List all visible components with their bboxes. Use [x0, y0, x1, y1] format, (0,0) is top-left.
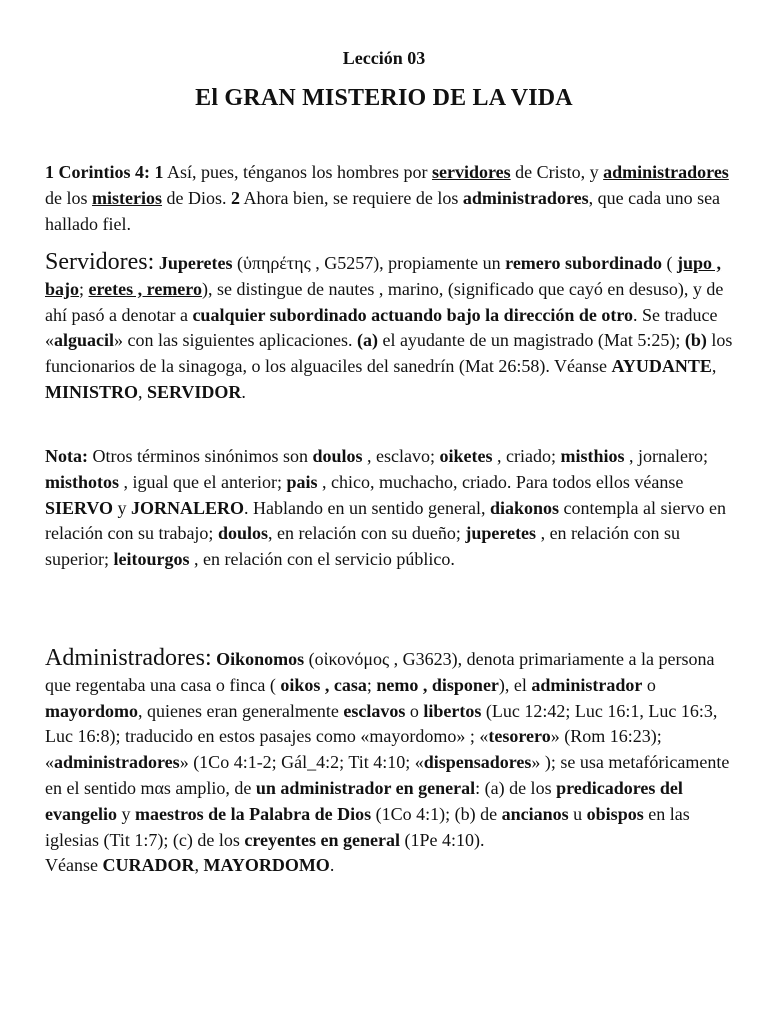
- text-run: , quienes eran generalmente: [138, 700, 344, 721]
- emphasized-term: eretes , remero: [88, 278, 202, 299]
- text-run: Otros términos sinónimos son: [88, 446, 313, 466]
- emphasized-term: libertos: [423, 700, 482, 721]
- text-run: o: [405, 700, 424, 721]
- text-run: » ); se usa metafóricamente en el sentido mαs amplio, de: [45, 752, 730, 798]
- text-run: » (Rom 16:23); «: [45, 726, 662, 773]
- emphasized-term: esclavos: [343, 700, 406, 721]
- emphasized-term: JORNALERO: [131, 497, 245, 518]
- emphasized-term: 1 Corintios 4: 1: [45, 162, 164, 182]
- emphasized-term: Juperetes: [158, 253, 233, 273]
- text-run: .: [241, 381, 246, 402]
- emphasized-term: (b): [684, 330, 707, 351]
- text-run: los funcionarios de la sinagoga, o los alguaciles del sanedrín (Mat 26:58). Véanse: [45, 330, 733, 377]
- text-run: y: [113, 497, 132, 518]
- emphasized-term: CURADOR: [102, 855, 195, 876]
- paragraph-servidores: [45, 250, 735, 406]
- text-run: Ahora bien, se requiere de los: [239, 187, 463, 208]
- emphasized-term: cualquier subordinado actuando bajo la dirección de otro: [192, 304, 633, 325]
- emphasized-term: servidores: [431, 162, 511, 182]
- emphasized-term: misthotos: [45, 471, 120, 492]
- text-run: , en relación con su dueño;: [267, 523, 466, 544]
- emphasized-term: doulos: [312, 446, 363, 466]
- emphasized-term: dispensadores: [423, 752, 532, 773]
- emphasized-term: administradores: [462, 187, 589, 208]
- emphasized-term: obispos: [586, 803, 644, 824]
- text-run: (οἰκονόμος , G3623), denota primariamente a la persona que regentaba una casa o finca (: [45, 649, 715, 695]
- text-run: : (a) de los: [475, 777, 557, 798]
- text-run: ,: [194, 855, 204, 876]
- emphasized-term: oiketes: [439, 446, 493, 466]
- emphasized-term: ancianos: [501, 803, 569, 824]
- emphasized-term: jupo , bajo: [45, 253, 722, 299]
- text-run: , en relación con su superior;: [45, 523, 681, 570]
- text-run: , igual que el anterior;: [119, 471, 287, 492]
- page-title: El GRAN MISTERIO DE LA VIDA: [195, 85, 573, 111]
- section-heading: Servidores:: [45, 249, 155, 275]
- text-run: . Se traduce «: [45, 304, 718, 351]
- text-run: ,: [138, 381, 148, 402]
- emphasized-term: SIERVO: [45, 497, 114, 518]
- emphasized-term: oikos , casa: [280, 674, 367, 695]
- text-run: en las iglesias (Tit 1:7); (c) de los: [45, 803, 690, 850]
- section-heading: Administradores:: [45, 645, 212, 671]
- emphasized-term: 2: [230, 187, 240, 208]
- emphasized-term: administradores: [603, 162, 729, 182]
- emphasized-term: (a): [356, 330, 378, 351]
- text-run: ), se distingue de nautes , marino, (significado que cayó en desuso), y de ahí pasó a denotar a: [45, 278, 724, 325]
- text-run: ;: [79, 278, 89, 299]
- emphasized-term: mayordomo: [45, 700, 138, 721]
- text-run: . Hablando en un sentido general,: [244, 497, 490, 518]
- emphasized-term: SERVIDOR: [147, 381, 242, 402]
- emphasized-term: un administrador en general: [255, 777, 476, 798]
- text-run: el ayudante de un magistrado (Mat 5:25);: [377, 330, 685, 351]
- lesson-number: Lección 03: [342, 48, 426, 68]
- emphasized-term: creyentes en general: [244, 829, 400, 850]
- paragraph-administradores: [45, 646, 735, 879]
- emphasized-term: maestros de la Palabra de Dios: [135, 803, 372, 824]
- text-run: .: [329, 855, 335, 876]
- emphasized-term: misterios: [92, 187, 162, 208]
- text-run: Así, pues, ténganos los hombres por: [163, 162, 432, 182]
- emphasized-term: diakonos: [489, 497, 560, 518]
- emphasized-term: MINISTRO: [45, 381, 139, 402]
- paragraph-nota: [45, 444, 735, 573]
- text-run: ), el: [498, 674, 532, 695]
- text-run: o: [642, 674, 656, 695]
- text-run: ;: [366, 674, 377, 695]
- text-run: Véanse: [45, 855, 103, 876]
- text-run: ,: [711, 356, 717, 377]
- emphasized-term: doulos: [217, 523, 268, 544]
- text-run: u: [568, 803, 587, 824]
- text-run: » con las siguientes aplicaciones.: [114, 330, 357, 351]
- emphasized-term: administradores: [54, 752, 180, 773]
- paragraph-corintios: [45, 160, 735, 237]
- text-run: de Dios.: [161, 187, 231, 208]
- text-run: , jornalero;: [624, 446, 709, 466]
- emphasized-term: misthios: [560, 446, 625, 466]
- text-run: (ὑπηρέτης , G5257), propiamente un: [232, 253, 506, 273]
- emphasized-term: MAYORDOMO: [203, 855, 330, 876]
- text-run: » (1Co 4:1-2; Gál_4:2; Tit 4:10; «: [179, 752, 424, 773]
- emphasized-term: alguacil: [54, 330, 115, 351]
- emphasized-term: leitourgos: [113, 549, 190, 570]
- emphasized-term: predicadores del evangelio: [45, 777, 683, 824]
- text-run: y: [117, 803, 135, 824]
- emphasized-term: juperetes: [465, 523, 537, 544]
- emphasized-term: tesorero: [488, 726, 551, 747]
- text-run: , que cada uno sea hallado fiel.: [45, 187, 721, 234]
- emphasized-term: Nota:: [45, 446, 88, 466]
- text-run: , chico, muchacho, criado. Para todos ellos véanse: [317, 471, 684, 492]
- emphasized-term: administrador: [531, 674, 643, 695]
- text-run: (: [662, 253, 678, 273]
- text-run: , criado;: [492, 446, 561, 466]
- text-run: contempla al siervo en relación con su trabajo;: [45, 497, 726, 544]
- text-run: (1Co 4:1); (b) de: [371, 803, 502, 824]
- emphasized-term: remero subordinado: [505, 253, 663, 273]
- text-run: (1Pe 4:10).: [399, 829, 485, 850]
- text-run: , esclavo;: [362, 446, 440, 466]
- emphasized-term: Oikonomos: [216, 649, 305, 669]
- text-run: , en relación con el servicio público.: [189, 549, 455, 570]
- emphasized-term: AYUDANTE: [611, 356, 712, 377]
- emphasized-term: nemo , disponer: [376, 674, 499, 695]
- text-run: (Luc 12:42; Luc 16:1, Luc 16:3, Luc 16:8); traducido en estos pasajes como «mayordomo» ; «: [45, 700, 718, 747]
- emphasized-term: pais: [286, 471, 318, 492]
- text-run: de los: [45, 187, 92, 208]
- text-run: de Cristo, y: [510, 162, 604, 182]
